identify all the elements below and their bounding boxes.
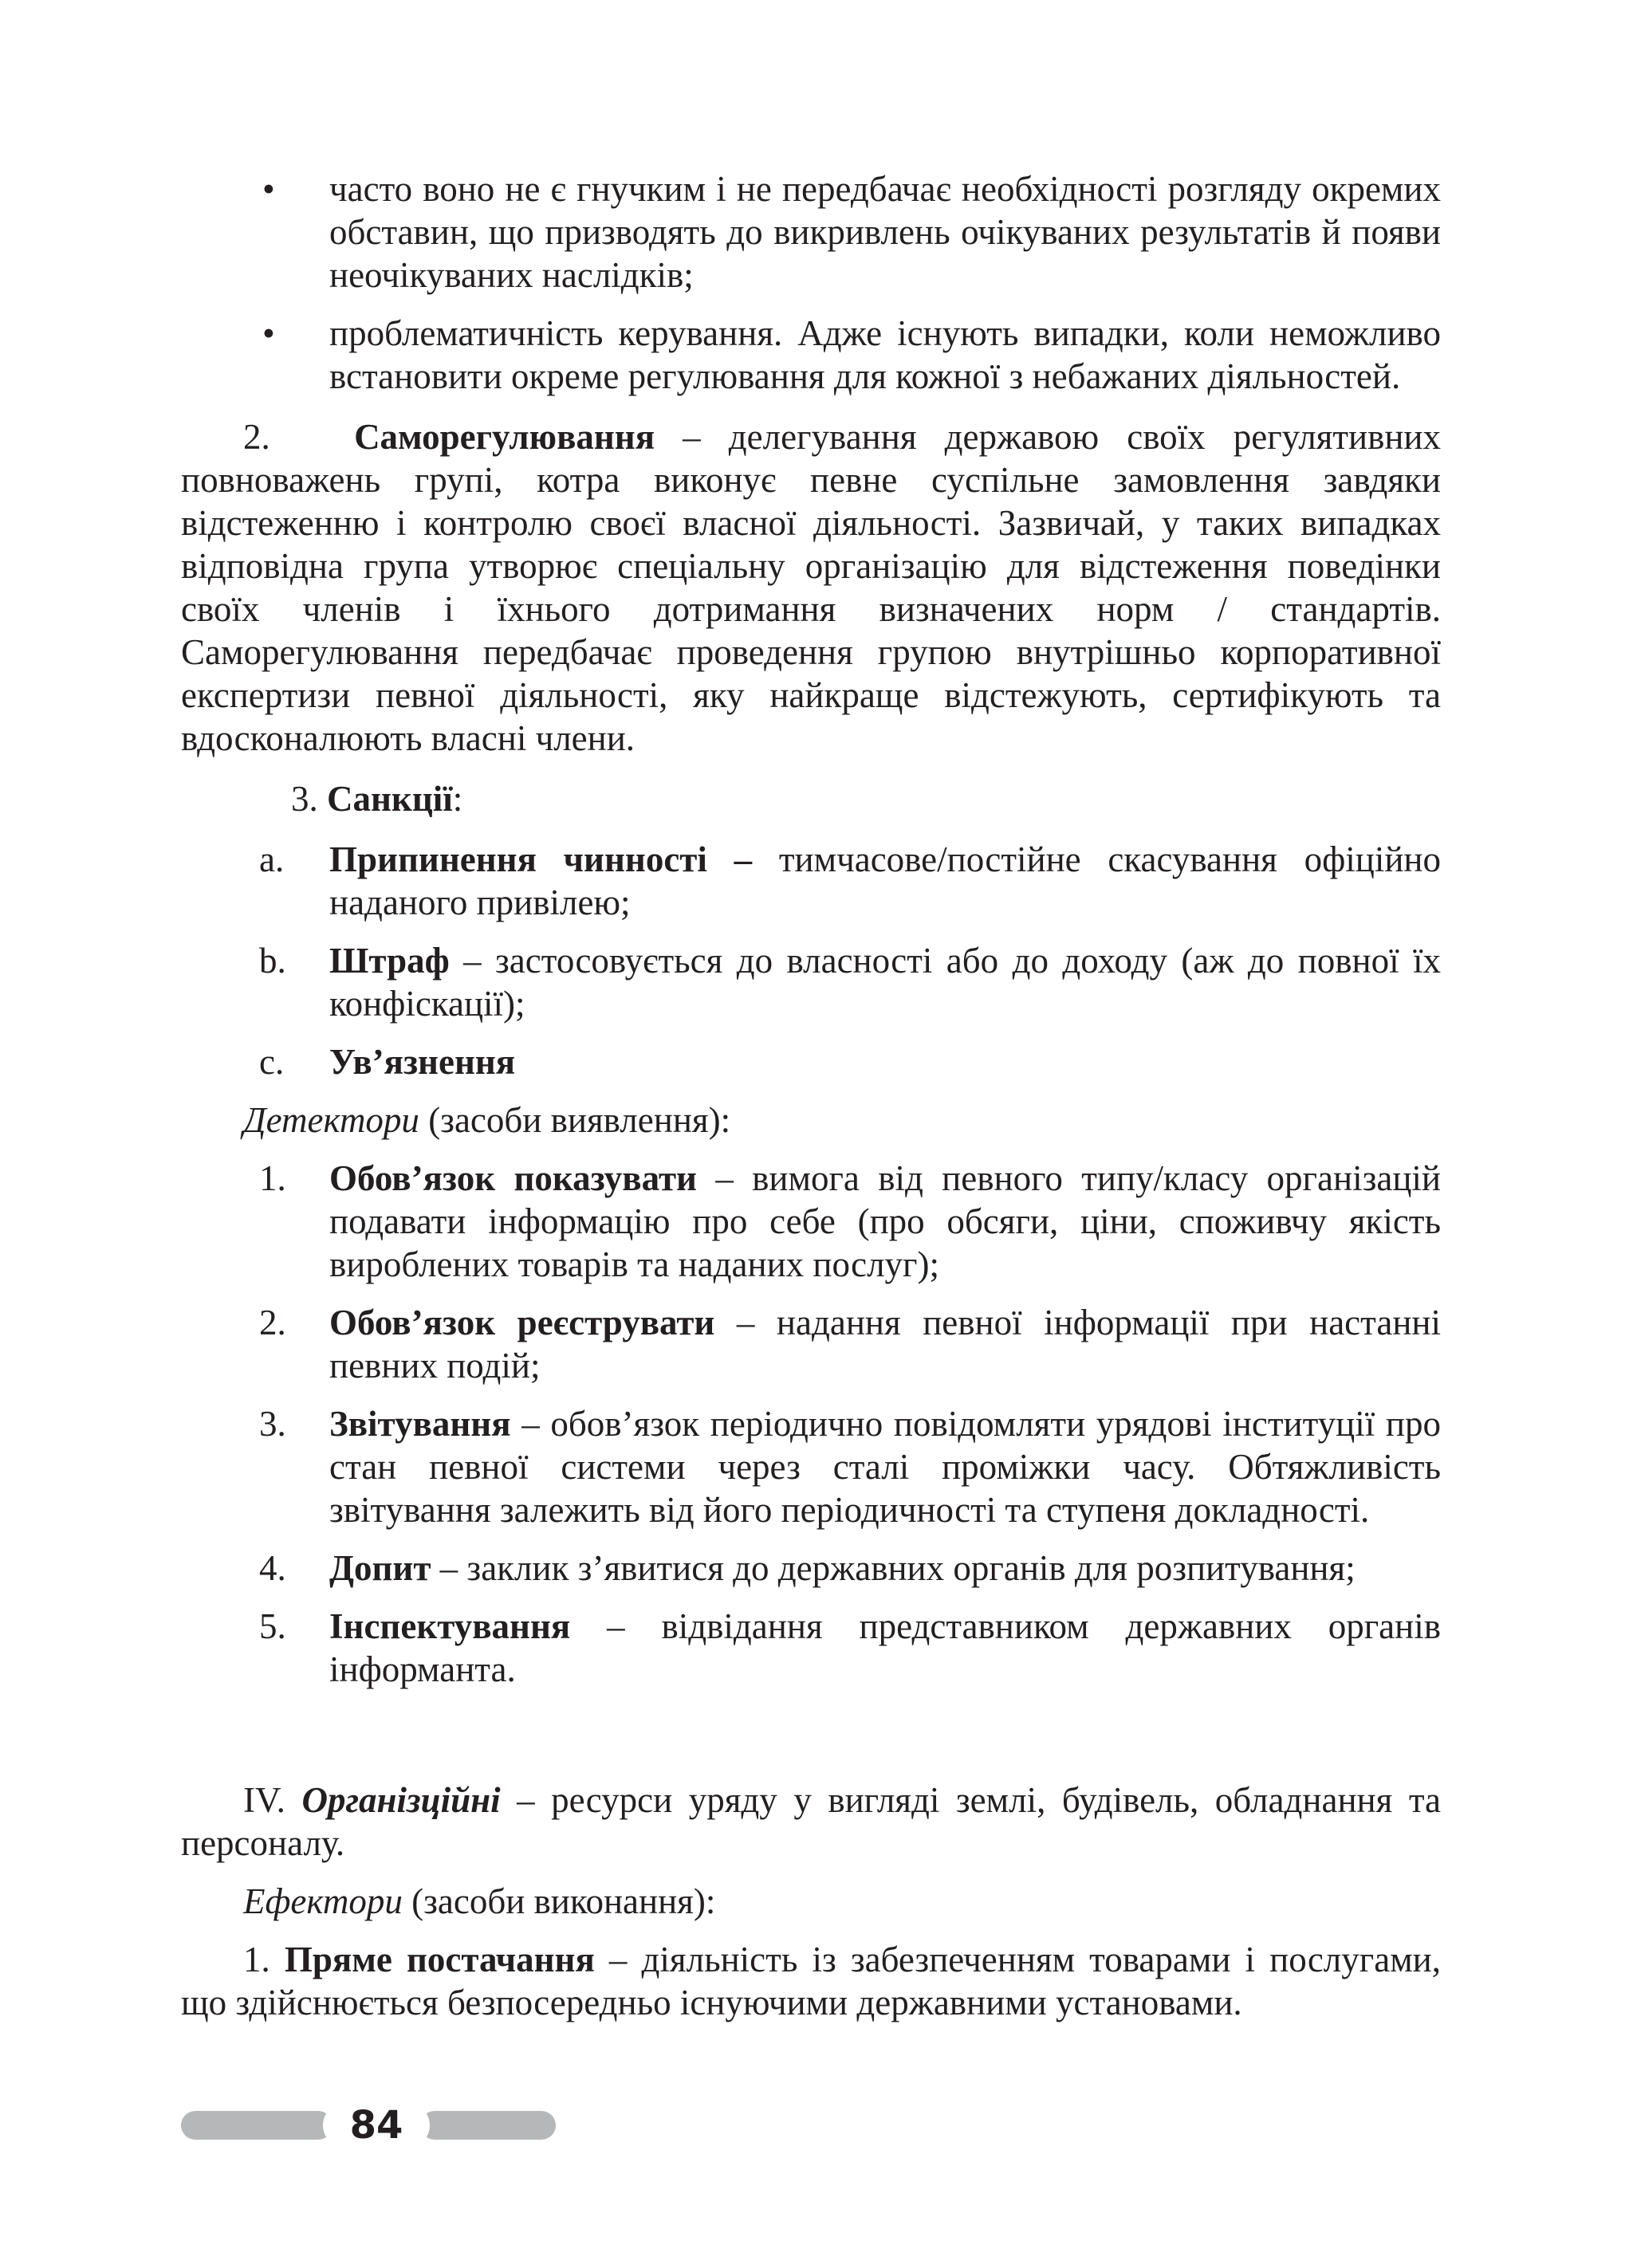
sanction-marker: c.	[259, 1042, 285, 1082]
sanction-text: тимчасове/постійне скасування офіційно наданого привілею;	[329, 839, 1442, 922]
footer-bar-right	[420, 2111, 556, 2140]
detector-marker: 1.	[259, 1158, 286, 1198]
direct-supply-term: Пряме постачання	[284, 1940, 595, 1979]
bullet-item	[181, 167, 1441, 297]
organizational-prefix: IV.	[243, 1780, 302, 1820]
detector-text: – надання певної інформації при настанні певних подій;	[329, 1303, 1441, 1386]
detectors-heading	[181, 1099, 1441, 1142]
detector-item	[181, 1301, 1441, 1387]
detector-term: Звітування	[329, 1404, 511, 1444]
bullet-item	[181, 312, 1441, 398]
detector-text: – відвідання представником державних органів інформанта.	[329, 1606, 1441, 1689]
detector-term: Обов’язок реєструвати	[329, 1303, 715, 1342]
bullet-text: часто воно не є гнучким і не передбачає необхідності розгляду окремих обставин, що призводять до викривлень очікуваних результатів й появи неочікуваних наслідків;	[329, 169, 1441, 295]
sanction-marker: b.	[259, 941, 286, 981]
sanction-item	[181, 1040, 1441, 1083]
organizational-text: – ресурси уряду у вигляді землі, будівель, обладнання та персоналу.	[181, 1780, 1442, 1863]
sanction-item	[181, 939, 1441, 1025]
bullet-marker: •	[262, 313, 275, 353]
detector-item	[181, 1547, 1441, 1590]
detector-text: – вимога від певного типу/класу організацій подавати інформацію про себе (про обсяги, ціни, споживчу якість вироблених товарів та наданих послуг);	[329, 1158, 1441, 1284]
sanctions-number: 3.	[291, 779, 318, 819]
detectors-text: (засоби виявлення):	[419, 1100, 731, 1140]
bullet-text: проблематичність керування. Адже існують випадки, коли неможливо встановити окреме регулювання для кожної з небажаних діяльностей.	[329, 313, 1441, 396]
effectors-text: (засоби виконання):	[402, 1881, 716, 1921]
organizational-paragraph	[181, 1779, 1441, 1865]
self-regulation-term: Саморегулювання	[354, 417, 655, 457]
detector-item	[181, 1605, 1441, 1691]
sanctions-term: Санкції	[327, 779, 453, 819]
sanction-term: Штраф	[329, 941, 450, 981]
detector-marker: 4.	[259, 1548, 286, 1588]
direct-supply-paragraph	[181, 1938, 1441, 2024]
sanctions-colon: :	[452, 779, 463, 819]
self-regulation-text: – делегування державою своїх регулятивних повноважень групі, котра виконує певне суспільне замовлення завдяки відстеженню і контролю своєї власної діяльності. Зазвичай, у таких випадках відповідна група утворює спеціальну організацію для відстеження поведінки своїх членів і їхнього дотримання визначених норм / стандартів. Саморегулювання передбачає проведення групою внутрішньо корпоративної експертизи певної діяльності, яку найкраще відстежують, сертифікують та вдосконалюють власні члени.	[181, 417, 1442, 758]
detector-item	[181, 1402, 1441, 1531]
detector-term: Обов’язок показувати	[329, 1158, 697, 1198]
detector-marker: 2.	[259, 1303, 286, 1342]
sanctions-heading	[181, 777, 1441, 820]
effectors-term: Ефектори	[243, 1881, 403, 1921]
sanction-term: Ув’язнення	[329, 1042, 516, 1082]
self-regulation-number: 2.	[243, 417, 270, 457]
detector-term: Допит	[329, 1548, 431, 1588]
self-regulation-paragraph	[181, 415, 1441, 760]
effectors-heading	[181, 1880, 1441, 1923]
direct-supply-text: – діяльність із забезпеченням товарами і послугами, що здійснюється безпосередньо існуючими державними установами.	[181, 1940, 1441, 2022]
detector-text: – обов’язок періодично повідомляти урядові інституції про стан певної системи через сталі проміжки часу. Обтяжливість звітування залежить від його періодичності та ступеня докладності.	[329, 1404, 1441, 1530]
organizational-term: Організційні	[301, 1780, 501, 1820]
page-footer	[181, 2103, 556, 2148]
detectors-term: Детектори	[243, 1100, 419, 1140]
sanction-marker: a.	[259, 839, 285, 879]
detector-text: – заклик з’явитися до державних органів для розпитування;	[431, 1548, 1356, 1588]
detector-item	[181, 1157, 1441, 1286]
direct-supply-number: 1.	[243, 1940, 285, 1979]
footer-bar-left	[181, 2111, 333, 2140]
page-number: 84	[323, 2103, 430, 2148]
detector-marker: 5.	[259, 1606, 286, 1646]
sanction-text: – застосовується до власності або до доходу (аж до повної їх конфіскації);	[329, 941, 1441, 1024]
page-content	[181, 167, 1441, 2024]
sanction-term: Припинення чинності –	[329, 839, 753, 879]
detector-marker: 3.	[259, 1404, 286, 1444]
bullet-marker: •	[262, 169, 275, 209]
sanction-item	[181, 838, 1441, 924]
detector-term: Інспектування	[329, 1606, 571, 1646]
